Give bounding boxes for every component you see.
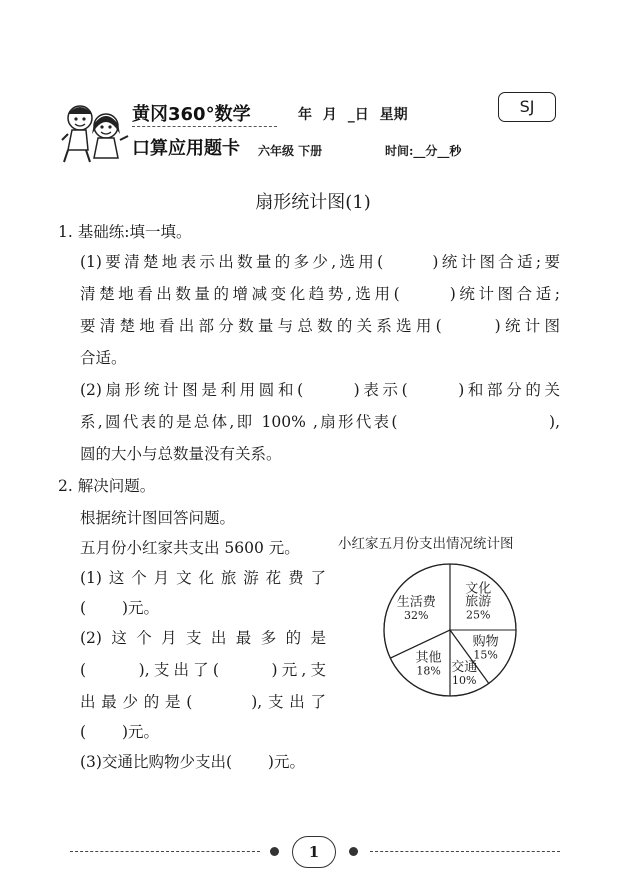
q2-intro: 根据统计图回答问题。: [80, 509, 236, 527]
footer-dot-right: [349, 847, 358, 856]
expense-pie-chart: [380, 560, 520, 700]
cartoon-kids-logo: [58, 100, 130, 164]
q2-sub1-line2: ( )元。: [80, 599, 160, 617]
q2-sub2-line4: ( )元。: [80, 723, 160, 741]
pie-slice-5-label: 生活费: [396, 595, 436, 611]
pie-slice-4-value: 18%: [416, 664, 441, 678]
q2-sub2-line1: (2)这个月支出最多的是: [80, 629, 326, 647]
q1-heading: 1. 基础练:填一填。: [58, 223, 192, 241]
brand-name: 黄冈360°数学: [132, 104, 251, 125]
pie-slice-3-label: 交通: [451, 660, 478, 676]
pie-slice-4-label: 其他: [415, 650, 442, 666]
pie-slice-3-value: 10%: [451, 674, 477, 688]
q1-part2-line3: 圆的大小与总数量没有关系。: [80, 445, 282, 463]
q1-part1-line4: 合适。: [80, 349, 127, 367]
time-field: 时间:__分__秒: [385, 144, 462, 158]
page-title: 扇形统计图(1): [255, 192, 371, 213]
pie-slice-1-value: 25%: [466, 608, 491, 622]
pie-slice-2-label: 购物: [472, 634, 499, 650]
q2-sub2-line2: ( ),支出了( )元,支: [80, 661, 326, 679]
pie-slice-1-label: 文化: [465, 581, 492, 597]
chart-title: 小红家五月份支出情况统计图: [338, 536, 514, 552]
q2-sub3: (3)交通比购物少支出( )元。: [80, 753, 305, 771]
footer-dot-left: [270, 847, 279, 856]
q1-part1-line1: (1)要清楚地表示出数量的多少,选用( )统计图合适;要: [80, 253, 560, 271]
q2-sub1-line1: (1)这个月文化旅游花费了: [80, 569, 326, 587]
date-fields: 年 月 _日 星期: [298, 107, 408, 123]
q1-part2-line2: 系,圆代表的是总体,即 100% ,扇形代表( ),: [80, 413, 560, 431]
header: [40, 92, 570, 167]
product-name: 口算应用题卡: [132, 138, 240, 159]
q2-heading: 2. 解决问题。: [58, 477, 156, 495]
q1-part1-line2: 清楚地看出数量的增减变化趋势,选用( )统计图合适;: [80, 285, 560, 303]
edition-badge: SJ: [498, 92, 556, 122]
grade-label: 六年级 下册: [258, 144, 323, 158]
footer: [70, 834, 560, 870]
q1-part2-line1: (2)扇形统计图是利用圆和( )表示( )和部分的关: [80, 381, 560, 399]
page-number: 1: [292, 836, 336, 868]
pie-slice-5-value: 32%: [404, 609, 429, 623]
pie-slice-1-label: 旅游: [465, 594, 492, 610]
q2-total: 五月份小红家共支出 5600 元。: [80, 539, 300, 557]
q2-sub2-line3: 出最少的是( ),支出了: [80, 693, 326, 711]
footer-divider-right: [370, 851, 560, 852]
pie-slice-2-value: 15%: [473, 648, 498, 662]
q1-part1-line3: 要清楚地看出部分数量与总数的关系选用( )统计图: [80, 317, 560, 335]
brand-divider: [132, 126, 277, 127]
footer-divider-left: [70, 851, 260, 852]
